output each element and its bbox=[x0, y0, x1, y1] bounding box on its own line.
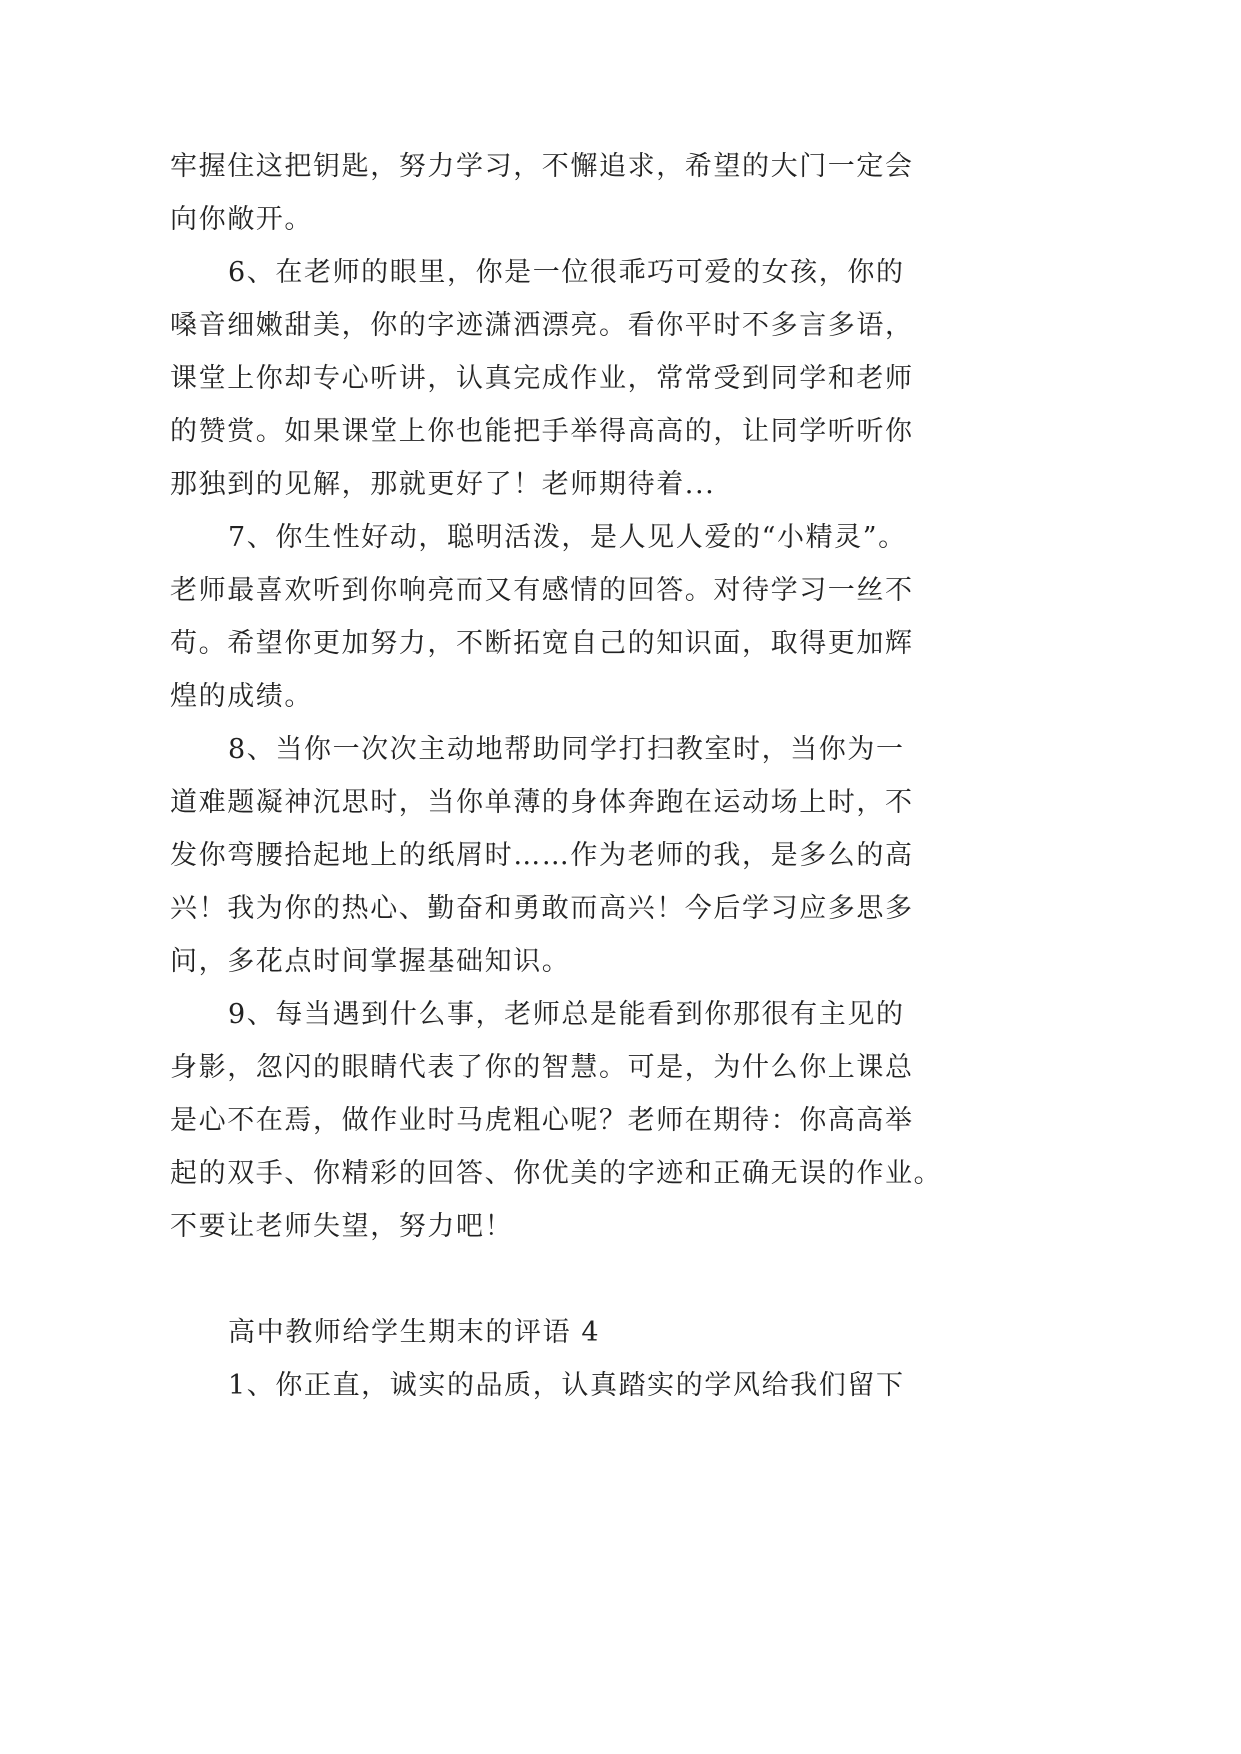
text-line: 起的双手、你精彩的回答、你优美的字迹和正确无误的作业。 bbox=[170, 1158, 943, 1189]
text-line: 嗓音细嫩甜美，你的字迹潇洒漂亮。看你平时不多言多语， bbox=[170, 310, 914, 341]
text-line: 道难题凝神沉思时，当你单薄的身体奔跑在运动场上时，不 bbox=[170, 787, 914, 818]
text-line: 煌的成绩。 bbox=[170, 681, 313, 712]
text-line: 发你弯腰拾起地上的纸屑时……作为老师的我，是多么的高 bbox=[170, 840, 914, 871]
text-line: 的赞赏。如果课堂上你也能把手举得高高的，让同学听听你 bbox=[170, 416, 914, 447]
paragraph-start-6: 6、在老师的眼里，你是一位很乖巧可爱的女孩，你的 bbox=[228, 257, 905, 288]
text-line: 兴！我为你的热心、勤奋和勇敢而高兴！今后学习应多思多 bbox=[170, 893, 914, 924]
paragraph-start-9: 9、每当遇到什么事，老师总是能看到你那很有主见的 bbox=[228, 999, 905, 1030]
text-line: 牢握住这把钥匙，努力学习，不懈追求，希望的大门一定会 bbox=[170, 151, 914, 182]
section-heading: 高中教师给学生期末的评语 4 bbox=[228, 1317, 601, 1348]
paragraph-start-8: 8、当你一次次主动地帮助同学打扫教室时，当你为一 bbox=[228, 734, 905, 765]
paragraph-start-7: 7、你生性好动，聪明活泼，是人见人爱的“小精灵”。 bbox=[228, 522, 907, 553]
text-line: 是心不在焉，做作业时马虎粗心呢？老师在期待：你高高举 bbox=[170, 1105, 914, 1136]
section-spacer bbox=[170, 1253, 950, 1306]
text-line: 向你敞开。 bbox=[170, 204, 313, 235]
document-body bbox=[170, 140, 950, 1412]
text-line: 那独到的见解，那就更好了！老师期待着... bbox=[170, 469, 716, 500]
text-line: 身影，忽闪的眼睛代表了你的智慧。可是，为什么你上课总 bbox=[170, 1052, 914, 1083]
text-line: 课堂上你却专心听讲，认真完成作业，常常受到同学和老师 bbox=[170, 363, 914, 394]
text-line: 苟。希望你更加努力，不断拓宽自己的知识面，取得更加辉 bbox=[170, 628, 914, 659]
text-line: 不要让老师失望，努力吧！ bbox=[170, 1211, 514, 1242]
paragraph-start-1: 1、你正直，诚实的品质，认真踏实的学风给我们留下 bbox=[228, 1370, 905, 1401]
text-line: 老师最喜欢听到你响亮而又有感情的回答。对待学习一丝不 bbox=[170, 575, 914, 606]
text-line: 问，多花点时间掌握基础知识。 bbox=[170, 946, 571, 977]
